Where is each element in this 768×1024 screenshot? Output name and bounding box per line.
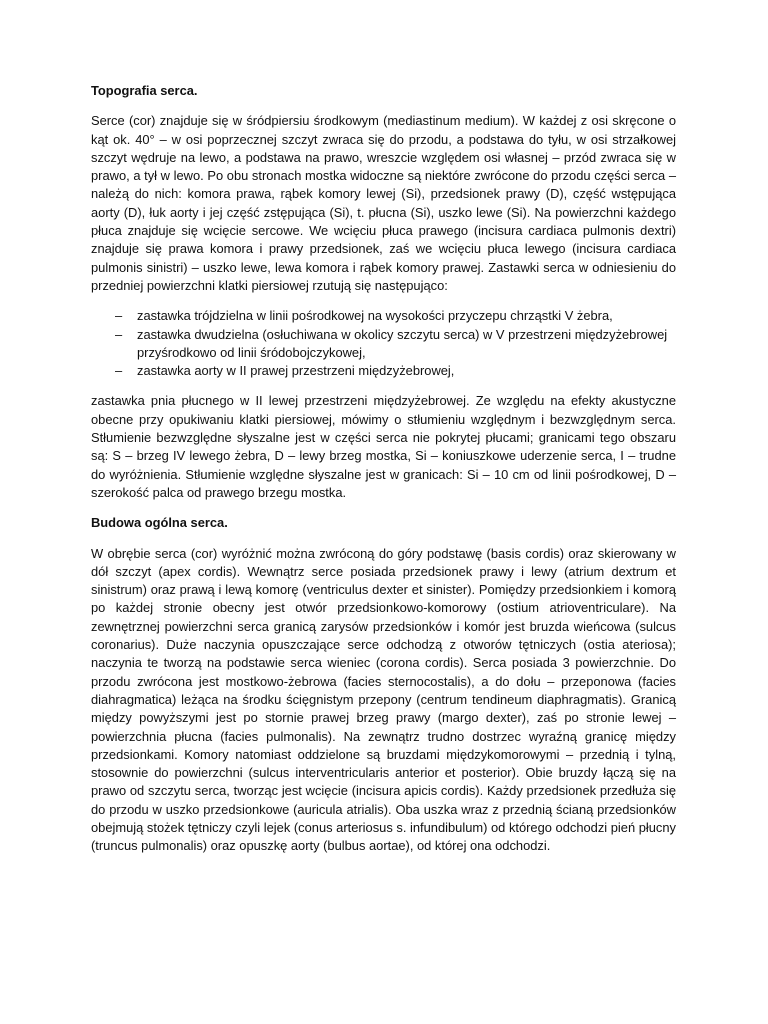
list-item — [91, 307, 676, 325]
paragraph-topografia-intro: Serce (cor) znajduje się w śródpiersiu środkowym (mediastinum medium). W każdej z osi skręcone o kąt ok. 40° – w osi poprzecznej szczyt zwraca się do przodu, a podstawa do tyłu, w osi strzałkowej szczyt wędruje na lewo, a podstawa na prawo, wreszcie względem osi własnej – przód zwraca się w prawo, a tył w lewo. Po obu stronach mostka widoczne są niektóre zwrócone do przodu części serca – należą do nich: komora prawa, rąbek komory lewej (Si), przedsionek prawy (D), część wstępująca aorty (D), łuk aorty i jej część zstępująca (Si), t. płucna (Si), uszko lewe (Si). Na powierzchni każdego płuca znajduje się wcięcie sercowe. We wcięciu płuca prawego (incisura cardiaca pulmonis dextri) znajduje się prawa komora i prawy przedsionek, zaś we wcięciu płuca lewego (incisura cardiaca pulmonis sinistri) – uszko lewe, lewa komora i rąbek komory prawej. Zastawki serca w odniesieniu do przedniej powierzchni klatki piersiowej rzutują się następująco: — [91, 113, 676, 293]
paragraph-topografia-stlumienie: zastawka pnia płucnego w II lewej przestrzeni międzyżebrowej. Ze względu na efekty akustyczne obecne przy opukiwaniu klatki piersiowej, mówimy o stłumieniu względnym i bezwzględnym serca. Stłumienie bezwzględne słyszalne jest w części serca nie pokrytej płucami; granicami tego obszaru są: S – brzeg IV lewego żebra, D – lewy brzeg mostka, Si – koniuszkowe uderzenie serca, I – trudne do wyróżnienia. Stłumienie względne słyszalne jest w granicach: Si – 10 cm od linii pośrodkowej, D – szerokość palca od prawego brzegu mostka. — [91, 393, 676, 500]
list-item — [91, 362, 676, 380]
list-item-text: zastawka aorty w II prawej przestrzeni międzyżebrowej, — [137, 363, 455, 379]
list-dash: – — [115, 363, 123, 379]
document-page — [91, 82, 676, 868]
paragraph-budowa: W obrębie serca (cor) wyróżnić można zwróconą do góry podstawę (basis cordis) oraz skierowany w dół szczyt (apex cordis). Wewnątrz serce posiada przedsionek prawy i lewy (atrium dextrum et sinistrum) oraz prawą i lewą komorę (ventriculus dexter et sinister). Pomiędzy przedsionkiem i komorą po każdej stronie obecny jest otwór przedsionkowo-komorowy (ostium atrioventriculare). Na zewnętrznej powierzchni serca granicą zarysów przedsionków i komór jest bruzda wieńcowa (sulcus coronarius). Duże naczynia opuszczające serce odchodzą z otworów tętniczych (ostia ateriosa); naczynia te tworzą na podstawie serca wieniec (corona cordis). Serca posiada 3 powierzchnie. Do przodu zwrócona jest mostkowo-żebrowa (facies sternocostalis), a do dołu – przeponowa (facies diahragmatica) leżąca na środku ścięgnistym przepony (centrum tendineum diaphragmatis). Granicą między powyższymi jest po stornie prawej brzeg prawy (margo dexter), zaś po stronie lewej – powierzchnia płucna (facies pulmonalis). Na zewnątrz trudno dostrzec wyraźną granicę między przedsionkami. Komory natomiast oddzielone są bruzdami międzykomorowymi – przednią i tylną, stosownie do powierzchni (sulcus interventricularis anterior et posterior). Obie bruzdy łączą się na prawo od szczytu serca, tworząc jest wcięcie (incisura apicis cordis). Każdy przedsionek przedłuża się do przodu w uszko przedsionkowe (auricula atrialis). Oba uszka wraz z przednią ścianą przedsionków obejmują stożek tętniczy czyli lejek (conus arteriosus s. infundibulum) od którego odchodzi pień płucny (truncus pulmonalis) oraz opuszkę aorty (bulbus aortae), od której ona odchodzi. — [91, 545, 676, 854]
list-item-text: zastawka dwudzielna (osłuchiwana w okolicy szczytu serca) w V przestrzeni międzyżebrowej przyśrodkowo od linii śródobojczykowej, — [137, 326, 668, 360]
section-heading-topografia: Topografia serca. — [91, 83, 198, 98]
section-heading-budowa: Budowa ogólna serca. — [91, 515, 228, 531]
list-dash: – — [115, 326, 123, 342]
valve-projection-list — [91, 307, 676, 380]
list-dash: – — [115, 308, 123, 324]
list-item-text: zastawka trójdzielna w linii pośrodkowej na wysokości przyczepu chrząstki V żebra, — [137, 308, 613, 324]
list-item — [91, 326, 676, 363]
